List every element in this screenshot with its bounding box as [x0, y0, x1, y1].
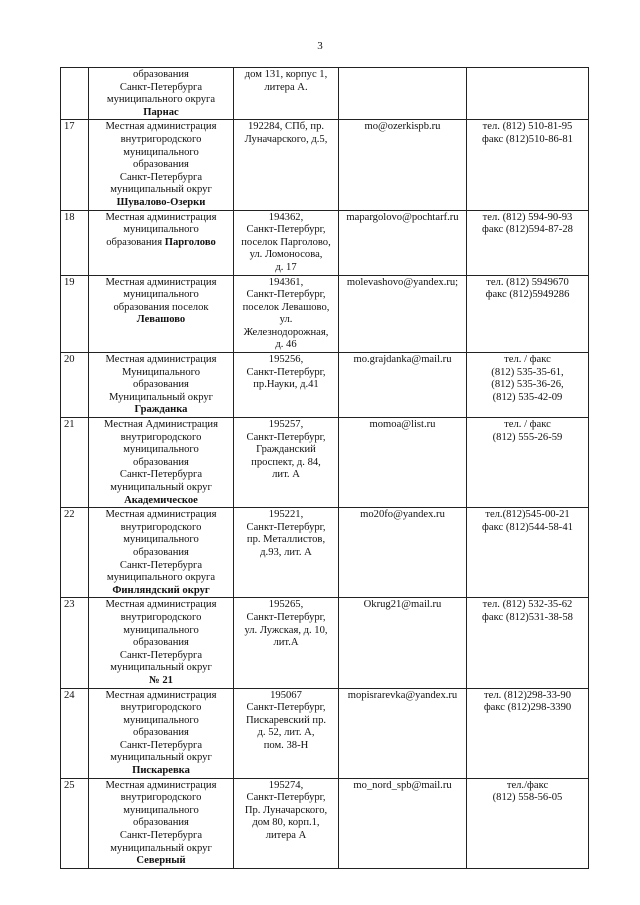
address-line: лит.А	[273, 637, 299, 649]
email-address: mopisrarevka@yandex.ru	[347, 689, 458, 701]
name-line: Местная администрация	[105, 779, 217, 791]
administration-name	[89, 598, 234, 688]
name-line: муниципального	[123, 714, 199, 726]
address-line: Санкт-Петербург,	[246, 289, 326, 301]
table-row	[61, 210, 589, 275]
name-line: муниципальный округ	[110, 662, 212, 674]
name-line: Местная администрация	[105, 354, 217, 366]
name-line: образования	[133, 456, 189, 468]
administration-name	[89, 508, 234, 598]
name-line: Санкт-Петербурга	[119, 469, 203, 481]
name-line: Гражданка	[134, 404, 188, 416]
address	[234, 275, 339, 353]
email	[339, 778, 467, 868]
table-row	[61, 68, 589, 120]
phone	[467, 68, 589, 120]
name-line: образования поселок	[113, 301, 209, 313]
administration-name	[89, 688, 234, 778]
phone-line: тел./факс	[506, 779, 549, 791]
address-line: Пр. Луначарского,	[244, 804, 328, 816]
email-address: mo_nord_spb@mail.ru	[353, 779, 452, 791]
row-number: 20	[61, 353, 89, 418]
address-line: д. 52, лит. А,	[257, 727, 315, 739]
name-line: Санкт-Петербурга	[119, 559, 203, 571]
phone-line: факс (812)531-38-58	[482, 611, 573, 623]
address	[234, 778, 339, 868]
phone-line: (812) 535-42-09	[492, 391, 563, 403]
table-row	[61, 688, 589, 778]
phone-line: тел. (812) 594-90-93	[482, 211, 573, 223]
phone	[467, 688, 589, 778]
address	[234, 120, 339, 210]
name-line: Местная администрация	[105, 509, 217, 521]
phone-line: тел. / факс	[504, 354, 551, 366]
address-line: Санкт-Петербург,	[246, 431, 326, 443]
name-line: Парнас	[143, 106, 179, 118]
phone-line: факс (812)5949286	[485, 289, 570, 301]
row-number: 25	[61, 778, 89, 868]
email	[339, 120, 467, 210]
email-address: momoa@list.ru	[369, 419, 436, 431]
bold-name: Парголово	[164, 236, 216, 248]
name-line: муниципального округа	[106, 572, 216, 584]
name-line: муниципальный округ	[110, 184, 212, 196]
name-line: муниципального	[123, 289, 199, 301]
address-line: д.93, лит. А	[260, 546, 312, 558]
name-line: Академическое	[124, 494, 198, 506]
name-line: муниципального	[123, 534, 199, 546]
address-line: литера А	[265, 830, 307, 842]
email	[339, 598, 467, 688]
name-line: Местная администрация	[105, 599, 217, 611]
name-line: образования	[133, 546, 189, 558]
address	[234, 353, 339, 418]
row-number: 22	[61, 508, 89, 598]
administration-name	[89, 778, 234, 868]
row-number: 21	[61, 418, 89, 508]
address	[234, 418, 339, 508]
name-line: муниципального округа	[106, 94, 216, 106]
name-line: Санкт-Петербурга	[119, 171, 203, 183]
address-line: Санкт-Петербург,	[246, 702, 326, 714]
name-line: Финляндский округ	[112, 584, 210, 596]
name-line: муниципальный округ	[110, 482, 212, 493]
name-line: Северный	[136, 855, 186, 867]
name-line: Санкт-Петербурга	[119, 81, 203, 93]
address-line: ул. Ломоносова,	[249, 249, 323, 261]
name-line: муниципального	[123, 624, 199, 636]
name-line: Местная администрация	[105, 276, 217, 288]
address-line: Санкт-Петербург,	[246, 224, 326, 236]
name-line: образования	[133, 727, 189, 739]
address	[234, 210, 339, 275]
phone-line: (812) 535-36-26,	[491, 379, 564, 391]
row-number: 24	[61, 688, 89, 778]
email	[339, 68, 467, 120]
address-line: Железнодорожная,	[243, 326, 329, 338]
administration-name	[89, 275, 234, 353]
email	[339, 508, 467, 598]
name-line: Левашово	[136, 314, 186, 326]
address	[234, 508, 339, 598]
name-line: муниципального	[123, 804, 199, 816]
address-line: лит. А	[272, 469, 300, 481]
phone-line: тел. (812) 532-35-62	[482, 599, 573, 611]
address-line: Санкт-Петербург,	[246, 366, 326, 378]
phone	[467, 598, 589, 688]
name-line: внутригородского	[120, 792, 202, 804]
name-line: Местная администрация	[105, 121, 217, 133]
name-line: образования Парголово	[106, 236, 216, 248]
email	[339, 688, 467, 778]
table-row	[61, 120, 589, 210]
name-line: внутригородского	[120, 521, 202, 533]
address-line: ул.	[279, 314, 293, 326]
name-line: Муниципального	[121, 366, 201, 378]
address-line: 194361,	[268, 276, 304, 288]
table-row	[61, 778, 589, 868]
table-row	[61, 598, 589, 688]
row-number: 19	[61, 275, 89, 353]
address-line: литера А.	[264, 81, 308, 93]
row-number: 17	[61, 120, 89, 210]
name-line: образования	[133, 379, 189, 391]
address-line: проспект, д. 84,	[251, 456, 321, 468]
address-line: д. 46	[275, 339, 297, 351]
name-line: Местная администрация	[105, 211, 217, 223]
name-line: Санкт-Петербурга	[119, 739, 203, 751]
address-line: поселок Левашово,	[242, 301, 330, 313]
address-line: Пискаревский пр.	[245, 714, 327, 726]
phone	[467, 210, 589, 275]
address-line: Санкт-Петербург,	[246, 611, 326, 623]
phone-line: тел.(812)545-00-21	[485, 509, 570, 521]
table-row	[61, 353, 589, 418]
email-address: mo.grajdanka@mail.ru	[353, 354, 452, 366]
phone	[467, 778, 589, 868]
phone-line: факс (812)298-3390	[483, 702, 572, 714]
phone-line: тел. (812) 510-81-95	[482, 121, 573, 133]
phone-line: тел. (812)298-33-90	[484, 689, 571, 701]
address	[234, 68, 339, 120]
name-line: образования	[133, 637, 189, 649]
address-line: Санкт-Петербург,	[246, 792, 326, 804]
email-address: mo20fo@yandex.ru	[360, 509, 445, 521]
name-line: образования	[133, 69, 189, 80]
address-line: 195274,	[268, 779, 304, 791]
name-line: внутригородского	[120, 611, 202, 623]
name-line: муниципальный округ	[110, 752, 212, 764]
phone-line: тел. / факс	[504, 419, 551, 431]
name-line: внутригородского	[120, 431, 202, 443]
name-line: муниципальный округ	[110, 842, 212, 854]
phone-line: факс (812)594-87-28	[482, 224, 573, 236]
email-address: mo@ozerkispb.ru	[364, 121, 441, 133]
address-line: 192284, СПб, пр.	[247, 121, 325, 133]
table-row	[61, 418, 589, 508]
row-number: 18	[61, 210, 89, 275]
phone-line: (812) 558-56-05	[492, 792, 563, 804]
email	[339, 210, 467, 275]
address-line: 195067	[270, 689, 302, 701]
address-line: пом. 38-Н	[263, 739, 309, 751]
name-line: муниципального	[123, 224, 199, 236]
phone	[467, 353, 589, 418]
address-line: 194362,	[268, 211, 304, 223]
name-line: Муниципальный округ	[108, 391, 214, 403]
phone	[467, 418, 589, 508]
name-line: образования	[133, 817, 189, 829]
address	[234, 598, 339, 688]
name-line: Местная администрация	[105, 689, 217, 701]
address-line: 195257,	[268, 419, 304, 431]
administration-name	[89, 68, 234, 120]
name-line: № 21	[149, 674, 173, 686]
email-address: molevashovo@yandex.ru;	[346, 276, 459, 288]
address	[234, 688, 339, 778]
name-line: муниципального	[123, 146, 199, 158]
phone	[467, 275, 589, 353]
name-line: Санкт-Петербурга	[119, 649, 203, 661]
phone	[467, 120, 589, 210]
phone-line: тел. (812) 5949670	[486, 276, 569, 288]
address-line: Санкт-Петербург,	[246, 521, 326, 533]
table-row	[61, 275, 589, 353]
address-line: дом 80, корп.1,	[252, 817, 320, 829]
name-line: муниципального	[123, 444, 199, 456]
administration-name	[89, 120, 234, 210]
row-number: 23	[61, 598, 89, 688]
phone-line: факс (812)510-86-81	[482, 133, 573, 145]
name-line: Местная Администрация	[104, 419, 218, 431]
row-number	[61, 68, 89, 120]
email	[339, 275, 467, 353]
phone-line: (812) 555-26-59	[492, 431, 563, 443]
phone	[467, 508, 589, 598]
phone-line: (812) 535-35-61,	[491, 366, 564, 378]
table-body	[61, 68, 589, 869]
administration-name	[89, 418, 234, 508]
administrations-table	[60, 67, 589, 869]
page-number: 3	[317, 40, 323, 52]
email-address: mapargolovo@pochtarf.ru	[346, 211, 459, 223]
name-line: образования	[133, 159, 189, 171]
name-line: внутригородского	[120, 702, 202, 714]
address-line: поселок Парголово,	[241, 236, 331, 248]
phone-line: факс (812)544-58-41	[482, 521, 573, 533]
address-line: Луначарского, д.5,	[244, 133, 328, 145]
address-line: дом 131, корпус 1,	[244, 69, 328, 80]
address-line: д. 17	[275, 261, 297, 273]
address-line: ул. Лужская, д. 10,	[244, 624, 328, 636]
administration-name	[89, 353, 234, 418]
name-line: Санкт-Петербурга	[119, 830, 203, 842]
email-address: Okrug21@mail.ru	[363, 599, 442, 611]
address-line: пр. Металлистов,	[246, 534, 326, 546]
address-line: 195221,	[268, 509, 304, 521]
address-line: Гражданский	[256, 444, 316, 456]
address-line: 195265,	[268, 599, 304, 611]
name-line: Пискаревка	[132, 765, 190, 777]
administration-name	[89, 210, 234, 275]
name-line: внутригородского	[120, 133, 202, 145]
table-row	[61, 508, 589, 598]
address-line: пр.Науки, д.41	[253, 379, 319, 391]
email	[339, 353, 467, 418]
name-line: Шувалово-Озерки	[116, 196, 206, 208]
email	[339, 418, 467, 508]
address-line: 195256,	[268, 354, 304, 366]
